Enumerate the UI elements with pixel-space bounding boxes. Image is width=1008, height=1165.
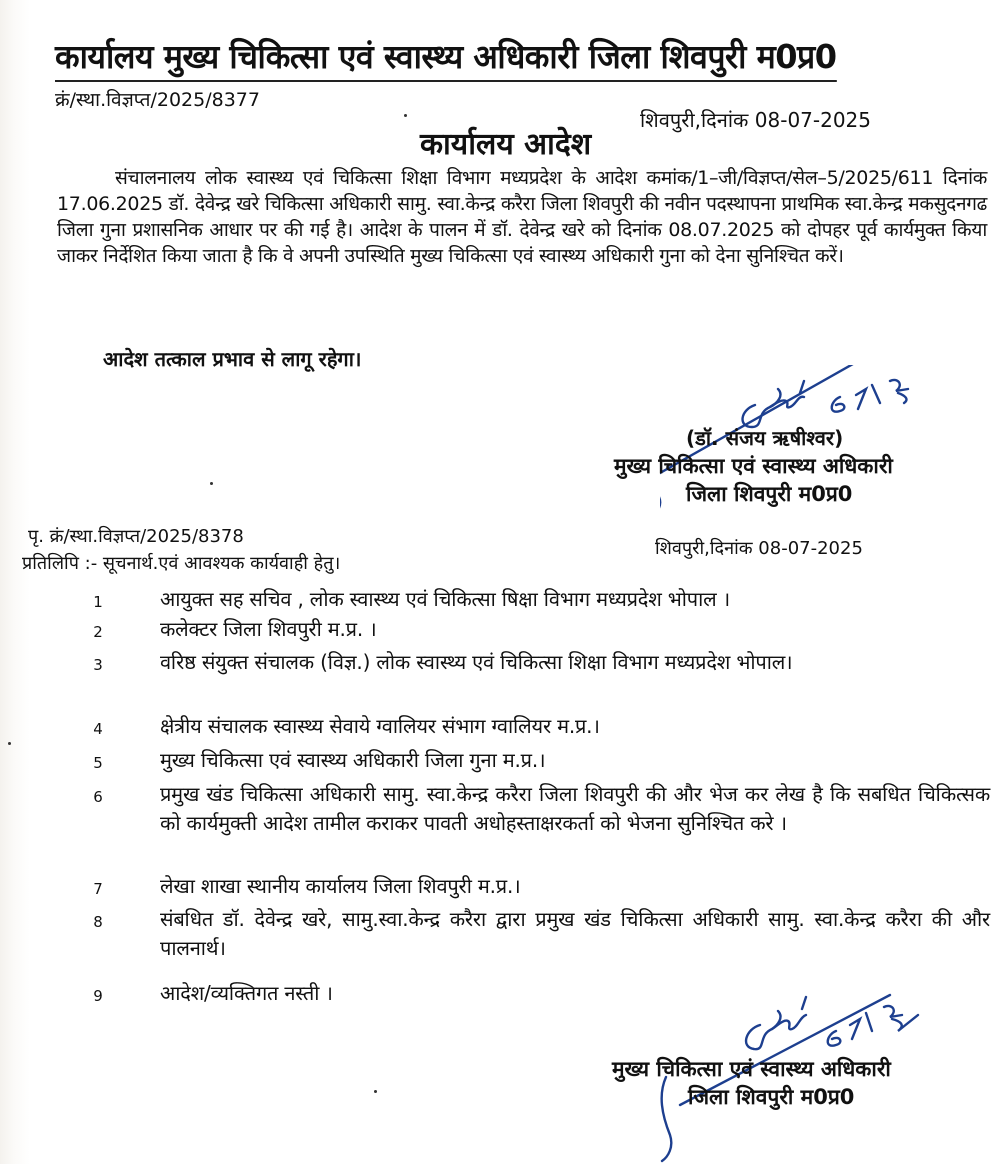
- reference-number: क्रं/स्था.विज्ञप्त/2025/8377: [55, 89, 260, 111]
- order-body-text: संचालनालय लोक स्वास्थ्य एवं चिकित्सा शिक्षा विभाग मध्यप्रदेश के आदेश कमांक/1–जी/विज्ञप्त/सेल–5/2025/611 दिनांक 17.06.2025 डॉ. देवेन्द्र खरे चिकित्सा अधिकारी सामु. स्वा.केन्द्र करैरा जिला शिवपुरी की नवीन पदस्थापना प्राथमिक स्वा.केन्द्र मकसुदनगढ जिला गुना प्रशासनिक आधार पर की गई है। आदेश के पालन में डॉ. देवेन्द्र खरे को दिनांक 08.07.2025 को दोपहर पूर्व कार्यमुक्त किया जाकर निर्देशित किया जाता है कि वे अपनी उपस्थिति मुख्य चिकित्सा एवं स्वास्थ्य अधिकारी गुना को देना सुनिश्चित करें।: [57, 167, 987, 267]
- order-body: [57, 165, 987, 269]
- scan-speck: [404, 114, 407, 117]
- list-item-number: 5: [93, 754, 103, 772]
- list-item-number: 6: [93, 788, 103, 806]
- list-item-text: संबधित डॉ. देवेन्द्र खरे, सामु.स्वा.केन्द्र करैरा द्वारा प्रमुख खंड चिकित्सा अधिकारी सामु. स्वा.केन्द्र करैरा की और पालनार्थ।: [160, 907, 990, 960]
- signatory-2-district: जिला शिवपुरी म0प्र0: [688, 1085, 855, 1109]
- list-item-number: 8: [93, 913, 103, 931]
- scan-speck: [210, 482, 213, 485]
- list-item-number: 1: [93, 593, 103, 611]
- list-item-number: 3: [93, 656, 103, 674]
- list-item-text: मुख्य चिकित्सा एवं स्वास्थ्य अधिकारी जिला गुना म.प्र.।: [160, 748, 546, 772]
- office-title: कार्यालय मुख्य चिकित्सा एवं स्वास्थ्य अधिकारी जिला शिवपुरी म0प्र0: [55, 36, 837, 82]
- list-item-number: 9: [93, 987, 103, 1005]
- list-item-number: 4: [93, 720, 103, 738]
- list-item-number: 7: [93, 880, 103, 898]
- list-item-text: प्रमुख खंड चिकित्सा अधिकारी सामु. स्वा.केन्द्र करैरा जिला शिवपुरी की और भेज कर लेख है कि सबधित चिकित्सक को कार्यमुक्ती आदेश तामील कराकर पावती अधोहस्ताक्षरकर्ता को भेजना सुनिश्चित करे ।: [160, 782, 990, 835]
- scan-speck: [8, 742, 11, 745]
- effect-line: आदेश तत्काल प्रभाव से लागू रहेगा।: [103, 347, 362, 371]
- scan-speck: [374, 1090, 377, 1093]
- signatory-1-name: (डॉ. संजय ऋषीश्वर): [686, 426, 844, 450]
- place-date: शिवपुरी,दिनांक 08-07-2025: [640, 108, 872, 132]
- copy-label: प्रतिलिपि :- सूचनार्थ.एवं आवश्यक कार्यवाही हेतु।: [22, 553, 341, 574]
- list-item-text: क्षेत्रीय संचालक स्वास्थ्य सेवाये ग्वालियर संभाग ग्वालियर म.प्र.।: [160, 714, 600, 738]
- list-item-number: 2: [93, 623, 103, 641]
- order-title: कार्यालय आदेश: [420, 127, 592, 162]
- list-item-text: आयुक्त सह सचिव , लोक स्वास्थ्य एवं चिकित्सा षिक्षा विभाग मध्यप्रदेश भोपाल ।: [160, 587, 731, 611]
- list-item-text: आदेश/व्यक्तिगत नस्ती ।: [160, 981, 333, 1005]
- signatory-1-designation: मुख्य चिकित्सा एवं स्वास्थ्य अधिकारी: [614, 454, 893, 478]
- copy-reference-number: पृ. क्रं/स्था.विज्ञप्त/2025/8378: [28, 526, 244, 547]
- list-item-text: लेखा शाखा स्थानीय कार्यालय जिला शिवपुरी म.प्र.।: [160, 874, 521, 898]
- signatory-1-district: जिला शिवपुरी म0प्र0: [686, 482, 853, 506]
- copy-place-date: शिवपुरी,दिनांक 08-07-2025: [655, 538, 863, 559]
- list-item-text: वरिष्ठ संयुक्त संचालक (विज्ञ.) लोक स्वास्थ्य एवं चिकित्सा शिक्षा विभाग मध्यप्रदेश भोपाल।: [160, 650, 793, 674]
- signatory-2-designation: मुख्य चिकित्सा एवं स्वास्थ्य अधिकारी: [612, 1057, 891, 1081]
- list-item-text: कलेक्टर जिला शिवपुरी म.प्र. ।: [160, 617, 377, 641]
